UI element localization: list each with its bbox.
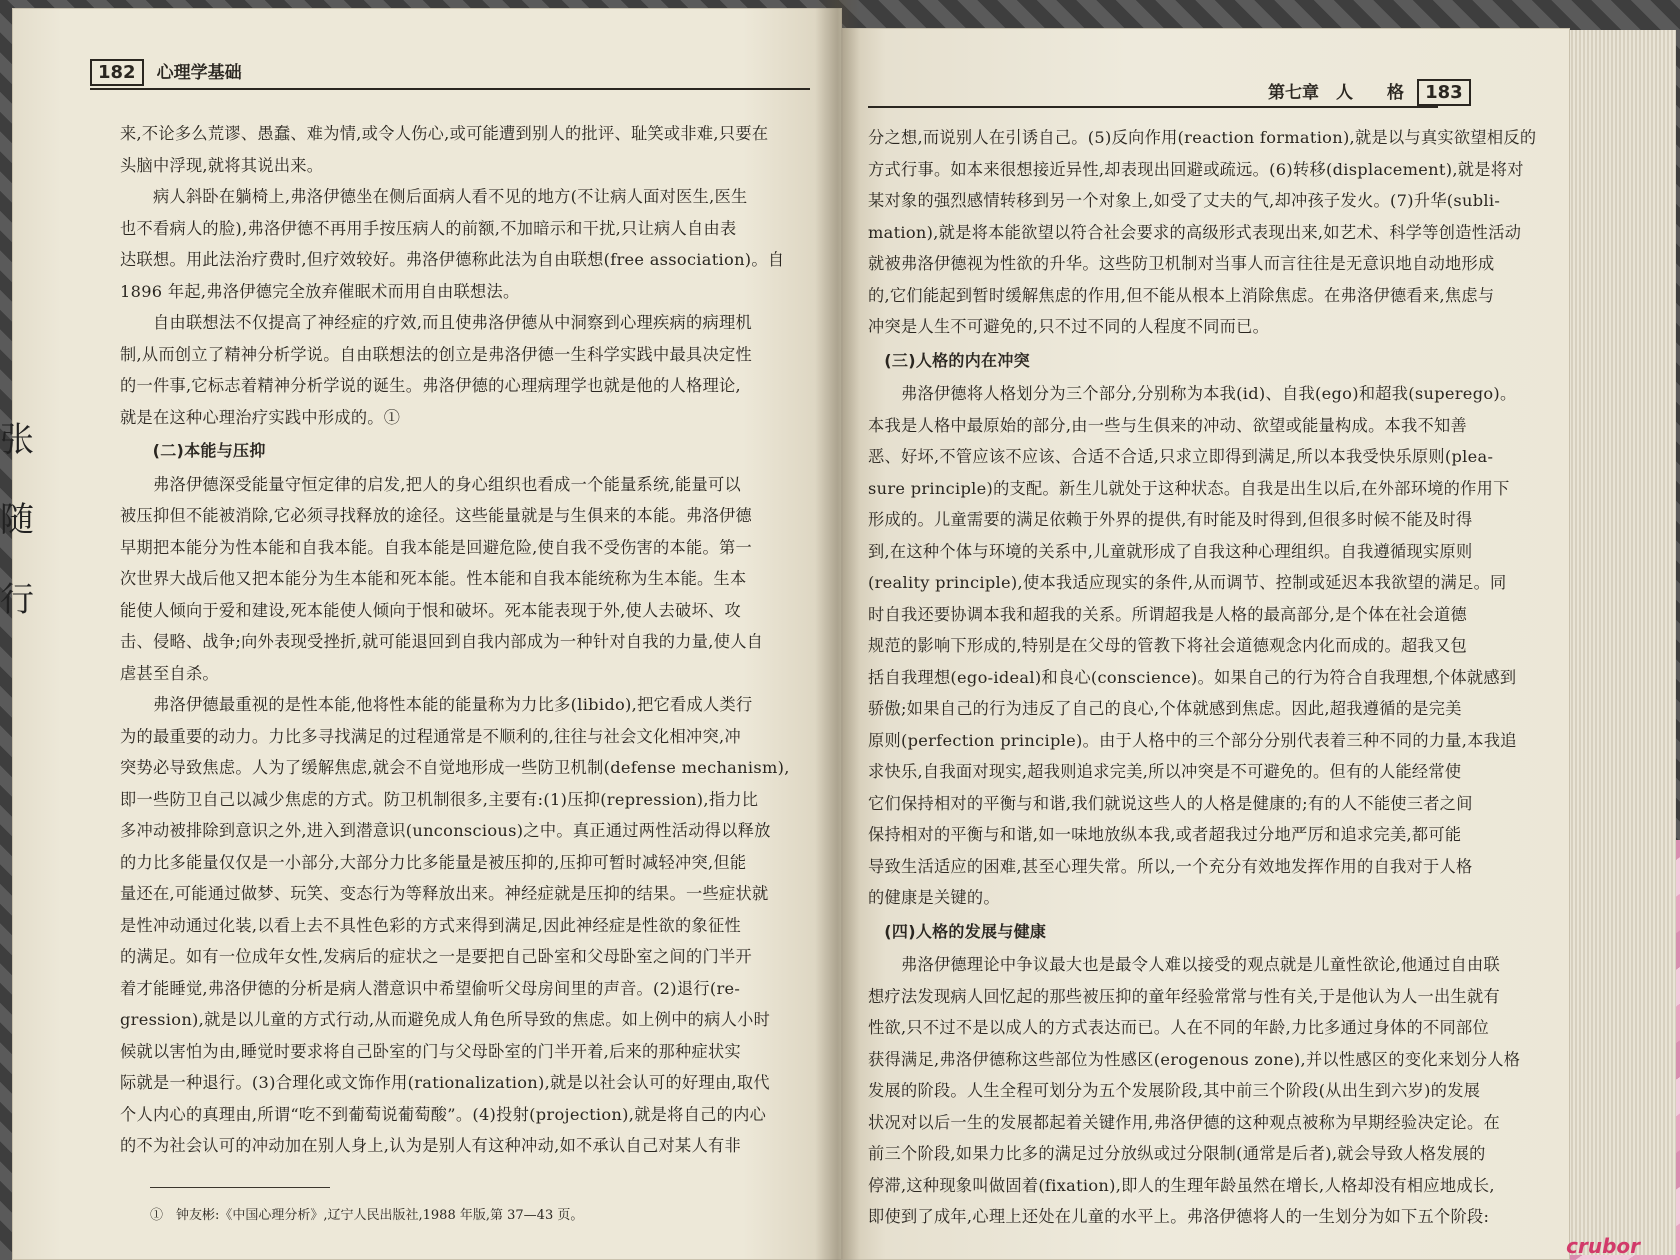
text-line: 前三个阶段,如果力比多的满足过分放纵或过分限制(通常是后者),就会导致人格发展的 [868,1144,1486,1163]
book-page-edges [1560,30,1676,1255]
text-line: 某对象的强烈感情转移到另一个对象上,如受了丈夫的气,却冲孩子发火。(7)升华(subli- [868,191,1501,210]
text-line: (二)本能与压抑 [120,441,266,460]
text-line: 它们保持相对的平衡与和谐,我们就说这些人的人格是健康的;有的人不能使三者之间 [868,793,1473,813]
text-line: 骄傲;如果自己的行为违反了自己的良心,个体就感到焦虑。因此,超我遵循的是完美 [868,699,1462,718]
text-line: 病人斜卧在躺椅上,弗洛伊德坐在侧后面病人看不见的地方(不让病人面对医生,医生 [120,187,748,206]
text-line: 即一些防卫自己以减少焦虑的方式。防卫机制很多,主要有:(1)压抑(repression),指力比 [120,789,759,809]
text-line: 本我是人格中最原始的部分,由一些与生俱来的冲动、欲望或能量构成。本我不知善 [868,415,1467,435]
text-line: (reality principle),使本我适应现实的条件,从而调节、控制或延迟本我欲望的满足。同 [868,573,1507,592]
text-line: 际就是一种退行。(3)合理化或文饰作用(rationalization),就是以社会认可的好理由,取代 [120,1073,770,1092]
text-line: gression),就是以儿童的方式行动,从而避免成人角色所导致的焦虑。如上例中的病人小时 [120,1010,771,1029]
text-line: 次世界大战后他又把本能分为生本能和死本能。性本能和自我本能统称为生本能。生本 [120,569,747,588]
text-line: 发展的阶段。人生全程可划分为五个发展阶段,其中前三个阶段(从出生到六岁)的发展 [868,1081,1481,1100]
text-line: 能使人倾向于爱和建设,死本能使人倾向于恨和破坏。死本能表现于外,使人去破坏、攻 [120,600,741,620]
text-line: 分之想,而说别人在引诱自己。(5)反向作用(reaction formation),就是以与真实欲望相反的 [868,128,1537,147]
text-line: 想疗法发现病人回忆起的那些被压抑的童年经验常常与性有关,于是他认为人一出生就有 [868,986,1500,1006]
text-line: 制,从而创立了精神分析学说。自由联想法的创立是弗洛伊德一生科学实践中最具决定性 [120,344,752,364]
text-line: 恶、好坏,不管应该不应该、合适不合适,只求立即得到满足,所以本我受快乐原则(plea- [868,447,1494,466]
left-body-text [120,118,810,1162]
text-line: 就被弗洛伊德视为性欲的升华。这些防卫机制对当事人而言往往是无意识地自动地形成 [868,254,1495,273]
text-line: 性欲,只不过不是以成人的方式表达而已。人在不同的年龄,力比多通过身体的不同部位 [868,1018,1489,1037]
text-line: (三)人格的内在冲突 [868,350,1030,370]
watermark: crubor [1566,1234,1640,1258]
left-page-number: 182 [90,59,144,86]
left-header-rule [90,88,810,90]
text-line: 是性冲动通过化装,以看上去不具性色彩的方式来得到满足,因此神经症是性欲的象征性 [120,915,741,935]
text-line: 虐甚至自杀。 [120,663,219,683]
text-line: 量还在,可能通过做梦、玩笑、变态行为等释放出来。神经症就是压抑的结果。一些症状就 [120,884,769,903]
right-running-head: 第七章 人 格 [1268,83,1404,103]
text-line: 的力比多能量仅仅是一小部分,大部分力比多能量是被压抑的,压抑可暂时减轻冲突,但能 [120,852,747,872]
text-line: 个人内心的真理由,所谓“吃不到葡萄说葡萄酸”。(4)投射(projection),就是将自己的内心 [120,1104,767,1124]
margin-handwriting: 张 随 行 [0,420,34,620]
text-line: 来,不论多么荒谬、愚蠢、难为情,或令人伤心,或可能遭到别人的批评、耻笑或非难,只要在 [120,124,769,143]
text-line: 保持相对的平衡与和谐,如一味地放纵本我,或者超我过分地严厉和追求完美,都可能 [868,825,1462,844]
text-line: 方式行事。如本来很想接近异性,却表现出回避或疏远。(6)转移(displacement),就是将对 [868,159,1524,179]
text-line: mation),就是将本能欲望以符合社会要求的高级形式表现出来,如艺术、科学等创造性活动 [868,222,1522,242]
text-line: 达联想。用此法治疗费时,但疗效较好。弗洛伊德称此法为自由联想(free association)。自 [120,250,785,269]
text-line: 的健康是关键的。 [868,888,1000,907]
text-line: 获得满足,弗洛伊德称这些部位为性感区(erogenous zone),并以性感区的变化来划分人格 [868,1049,1521,1069]
text-line: 状况对以后一生的发展都起着关键作用,弗洛伊德的这种观点被称为早期经验决定论。在 [868,1112,1500,1132]
text-line: 停滞,这种现象叫做固着(fixation),即人的生理年龄虽然在增长,人格却没有相应地成长, [868,1175,1495,1195]
right-body-text [868,122,1548,1233]
text-line: 弗洛伊德将人格划分为三个部分,分别称为本我(id)、自我(ego)和超我(superego)。 [868,384,1517,403]
right-page-header [1268,78,1471,106]
text-line: 规范的影响下形成的,特别是在父母的管教下将社会道德观念内化而成的。超我又包 [868,636,1467,655]
text-line: 击、侵略、战争;向外表现受挫折,就可能退回到自我内部成为一种针对自我的力量,使人自 [120,632,764,651]
text-line: 即使到了成年,心理上还处在儿童的水平上。弗洛伊德将人的一生划分为如下五个阶段: [868,1207,1490,1226]
left-page-header [90,58,242,86]
text-line: 的一件事,它标志着精神分析学说的诞生。弗洛伊德的心理病理学也就是他的人格理论, [120,376,741,395]
footnote-rule [150,1187,330,1188]
text-line: sure principle)的支配。新生儿就处于这种状态。自我是出生以后,在外部环境的作用下 [868,478,1510,498]
left-running-head: 心理学基础 [156,63,242,83]
text-line: 弗洛伊德理论中争议最大也是最令人难以接受的观点就是儿童性欲论,他通过自由联 [868,955,1500,974]
text-line: 形成的。儿童需要的满足依赖于外界的提供,有时能及时得到,但很多时候不能及时得 [868,510,1473,529]
text-line: 的满足。如有一位成年女性,发病后的症状之一是要把自己卧室和父母卧室之间的门半开 [120,947,752,966]
text-line: 导致生活适应的困难,甚至心理失常。所以,一个充分有效地发挥作用的自我对于人格 [868,856,1473,876]
text-line: 原则(perfection principle)。由于人格中的三个部分分别代表着三种不同的力量,本我追 [868,730,1517,750]
text-line: 弗洛伊德深受能量守恒定律的启发,把人的身心组织也看成一个能量系统,能量可以 [120,474,741,494]
text-line: 的,它们能起到暂时缓解焦虑的作用,但不能从根本上消除焦虑。在弗洛伊德看来,焦虑与 [868,285,1495,305]
book-spine-shadow [815,0,860,1260]
text-line: 时自我还要协调本我和超我的关系。所谓超我是人格的最高部分,是个体在社会道德 [868,604,1467,624]
text-line: 候就以害怕为由,睡觉时要求将自己卧室的门与父母卧室的门半开着,后来的那种症状实 [120,1041,741,1061]
text-line: 的不为社会认可的冲动加在别人身上,认为是别人有这种冲动,如不承认自己对某人有非 [120,1136,741,1155]
text-line: 弗洛伊德最重视的是性本能,他将性本能的能量称为力比多(libido),把它看成人类行 [120,695,753,714]
text-line: 就是在这种心理治疗实践中形成的。① [120,407,401,427]
text-line: 被压抑但不能被消除,它必须寻找释放的途径。这些能量就是与生俱来的本能。弗洛伊德 [120,506,752,525]
text-line: 着才能睡觉,弗洛伊德的分析是病人潜意识中希望偷听父母房间里的声音。(2)退行(re- [120,978,741,998]
text-line: 突势必导致焦虑。人为了缓解焦虑,就会不自觉地形成一些防卫机制(defense mechanism), [120,758,790,777]
text-line: 括自我理想(ego-ideal)和良心(conscience)。如果自己的行为符合自我理想,个体就感到 [868,667,1517,687]
text-line: 求快乐,自我面对现实,超我则追求完美,所以冲突是不可避免的。但有的人能经常使 [868,762,1462,781]
text-line: 到,在这种个体与环境的关系中,儿童就形成了自我这种心理组织。自我遵循现实原则 [868,541,1473,561]
text-line: 头脑中浮现,就将其说出来。 [120,155,324,175]
text-line: 也不看病人的脸),弗洛伊德不再用手按压病人的前额,不加暗示和干扰,只让病人自由表 [120,218,737,238]
text-line: 为的最重要的动力。力比多寻找满足的过程通常是不顺利的,往往与社会文化相冲突,冲 [120,726,741,746]
text-line: (四)人格的发展与健康 [868,921,1047,941]
text-line: 早期把本能分为性本能和自我本能。自我本能是回避危险,使自我不受伤害的本能。第一 [120,537,752,557]
text-line: 1896 年起,弗洛伊德完全放弃催眠术而用自由联想法。 [120,281,520,301]
right-header-rule [868,106,1438,108]
text-line: 冲突是人生不可避免的,只不过不同的人程度不同而已。 [868,317,1270,336]
text-line: 自由联想法不仅提高了神经症的疗效,而且使弗洛伊德从中洞察到心理疾病的病理机 [120,313,752,332]
right-page-number: 183 [1417,79,1471,106]
text-line: 多冲动被排除到意识之外,进入到潜意识(unconscious)之中。真正通过两性活动得以释放 [120,821,771,840]
footnote: ① 钟友彬:《中国心理分析》,辽宁人民出版社,1988 年版,第 37—43 页。 [150,1208,584,1223]
